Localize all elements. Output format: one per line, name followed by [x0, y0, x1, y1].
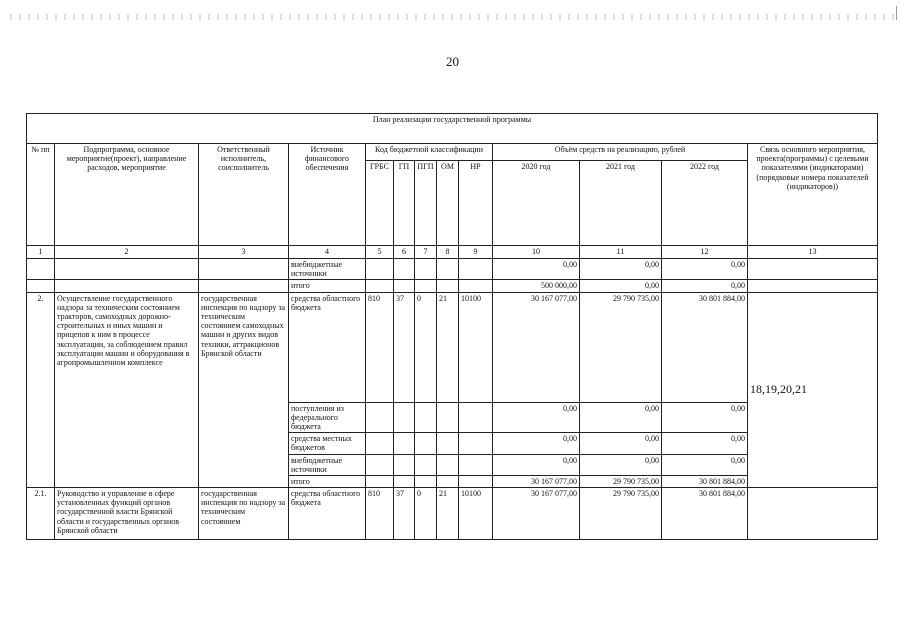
program-plan-table [26, 113, 878, 540]
source-cell: поступления из федерального бюджета [289, 402, 366, 433]
code-grbs: 810 [366, 488, 394, 540]
header-executor: Ответственный исполнитель, соисполнитель [199, 144, 289, 246]
source-cell: итого [289, 475, 366, 487]
header-om: ОМ [437, 161, 459, 246]
value-2022: 30 801 884,00 [662, 292, 748, 402]
code-gp: 37 [394, 488, 415, 540]
value-2021: 29 790 735,00 [580, 488, 662, 540]
code-om: 21 [437, 292, 459, 402]
item-executor: государственная инспекция по надзору за техническим состоянием [199, 488, 289, 540]
source-cell: внебюджетные источники [289, 259, 366, 280]
table-row [27, 259, 878, 280]
column-number: 1 [27, 246, 55, 259]
column-number: 5 [366, 246, 394, 259]
code-om: 21 [437, 488, 459, 540]
value-2021: 0,00 [580, 280, 662, 292]
column-number-row [27, 246, 878, 259]
code-pgp: 0 [415, 488, 437, 540]
column-number: 9 [459, 246, 493, 259]
column-number: 11 [580, 246, 662, 259]
cell-empty [55, 259, 199, 280]
header-program: Подпрограмма, основное мероприятие(проект), направление расходов, мероприятие [55, 144, 199, 246]
value-2020: 0,00 [493, 402, 580, 433]
scan-artifact-line [10, 14, 895, 20]
item-number: 2. [27, 292, 55, 488]
column-number: 7 [415, 246, 437, 259]
value-2020: 30 167 077,00 [493, 475, 580, 487]
header-volume: Объём средств на реализацию, рублей [493, 144, 748, 161]
value-2022: 0,00 [662, 454, 748, 475]
header-grbs: ГРБС [366, 161, 394, 246]
value-2020: 0,00 [493, 259, 580, 280]
value-2022: 30 801 884,00 [662, 488, 748, 540]
table-title: План реализации государственной программы [27, 114, 878, 144]
value-2022: 0,00 [662, 259, 748, 280]
value-2020: 0,00 [493, 433, 580, 454]
column-number: 8 [437, 246, 459, 259]
indicator-links: 18,19,20,21 [748, 292, 878, 488]
value-2022: 0,00 [662, 402, 748, 433]
table-row [27, 488, 878, 540]
code-gp: 37 [394, 292, 415, 402]
value-2020: 30 167 077,00 [493, 488, 580, 540]
source-cell: итого [289, 280, 366, 292]
value-2021: 0,00 [580, 454, 662, 475]
item-number: 2.1. [27, 488, 55, 540]
value-2020: 500 000,00 [493, 280, 580, 292]
value-2021: 29 790 735,00 [580, 475, 662, 487]
source-cell: средства областного бюджета [289, 488, 366, 540]
header-year-2020: 2020 год [493, 161, 580, 246]
value-2021: 0,00 [580, 402, 662, 433]
column-number: 13 [748, 246, 878, 259]
value-2022: 30 801 884,00 [662, 475, 748, 487]
source-cell: внебюджетные источники [289, 454, 366, 475]
header-link: Связь основного мероприятия, проекта(программы) с целевыми показателями (индикаторами) (порядковые номера показателей (индикаторов)) [748, 144, 878, 246]
header-budget-code: Код бюджетной классификации [366, 144, 493, 161]
cell-empty [27, 259, 55, 280]
value-2022: 0,00 [662, 280, 748, 292]
code-pgp: 0 [415, 292, 437, 402]
column-number: 6 [394, 246, 415, 259]
header-pgp: ПГП [415, 161, 437, 246]
header-year-2022: 2022 год [662, 161, 748, 246]
source-cell: средства местных бюджетов [289, 433, 366, 454]
code-grbs: 810 [366, 292, 394, 402]
item-program: Осуществление государственного надзора за техническим состоянием тракторов, самоходных дорожно-строительных и иных машин и прицепов к ним в процессе эксплуатации, за соблюдением правил эксплуатации машин и оборудования в агропромышленном комплексе [55, 292, 199, 488]
header-num: № пп [27, 144, 55, 246]
header-nr: НР [459, 161, 493, 246]
item-program: Руководство и управление в сфере установленных функций органов государственной власти Брянской области и государственных органов Брянской области [55, 488, 199, 540]
cell-empty [199, 259, 289, 280]
cell-empty [748, 488, 878, 540]
header-gp: ГП [394, 161, 415, 246]
page-number: 20 [446, 54, 459, 69]
cell-empty [748, 259, 878, 280]
column-number: 12 [662, 246, 748, 259]
scan-artifact-mark [896, 6, 897, 20]
value-2020: 0,00 [493, 454, 580, 475]
code-nr: 10100 [459, 488, 493, 540]
value-2021: 0,00 [580, 259, 662, 280]
header-source: Источник финансового обеспечения [289, 144, 366, 246]
header-year-2021: 2021 год [580, 161, 662, 246]
table-row [27, 280, 878, 292]
column-number: 10 [493, 246, 580, 259]
value-2022: 0,00 [662, 433, 748, 454]
code-nr: 10100 [459, 292, 493, 402]
value-2021: 0,00 [580, 433, 662, 454]
column-number: 2 [55, 246, 199, 259]
source-cell: средства областного бюджета [289, 292, 366, 402]
value-2020: 30 167 077,00 [493, 292, 580, 402]
column-number: 3 [199, 246, 289, 259]
column-number: 4 [289, 246, 366, 259]
table-row [27, 292, 878, 402]
value-2021: 29 790 735,00 [580, 292, 662, 402]
item-executor: государственная инспекция по надзору за техническим состоянием самоходных машин и других видов техники, аттракционов Брянской области [199, 292, 289, 488]
